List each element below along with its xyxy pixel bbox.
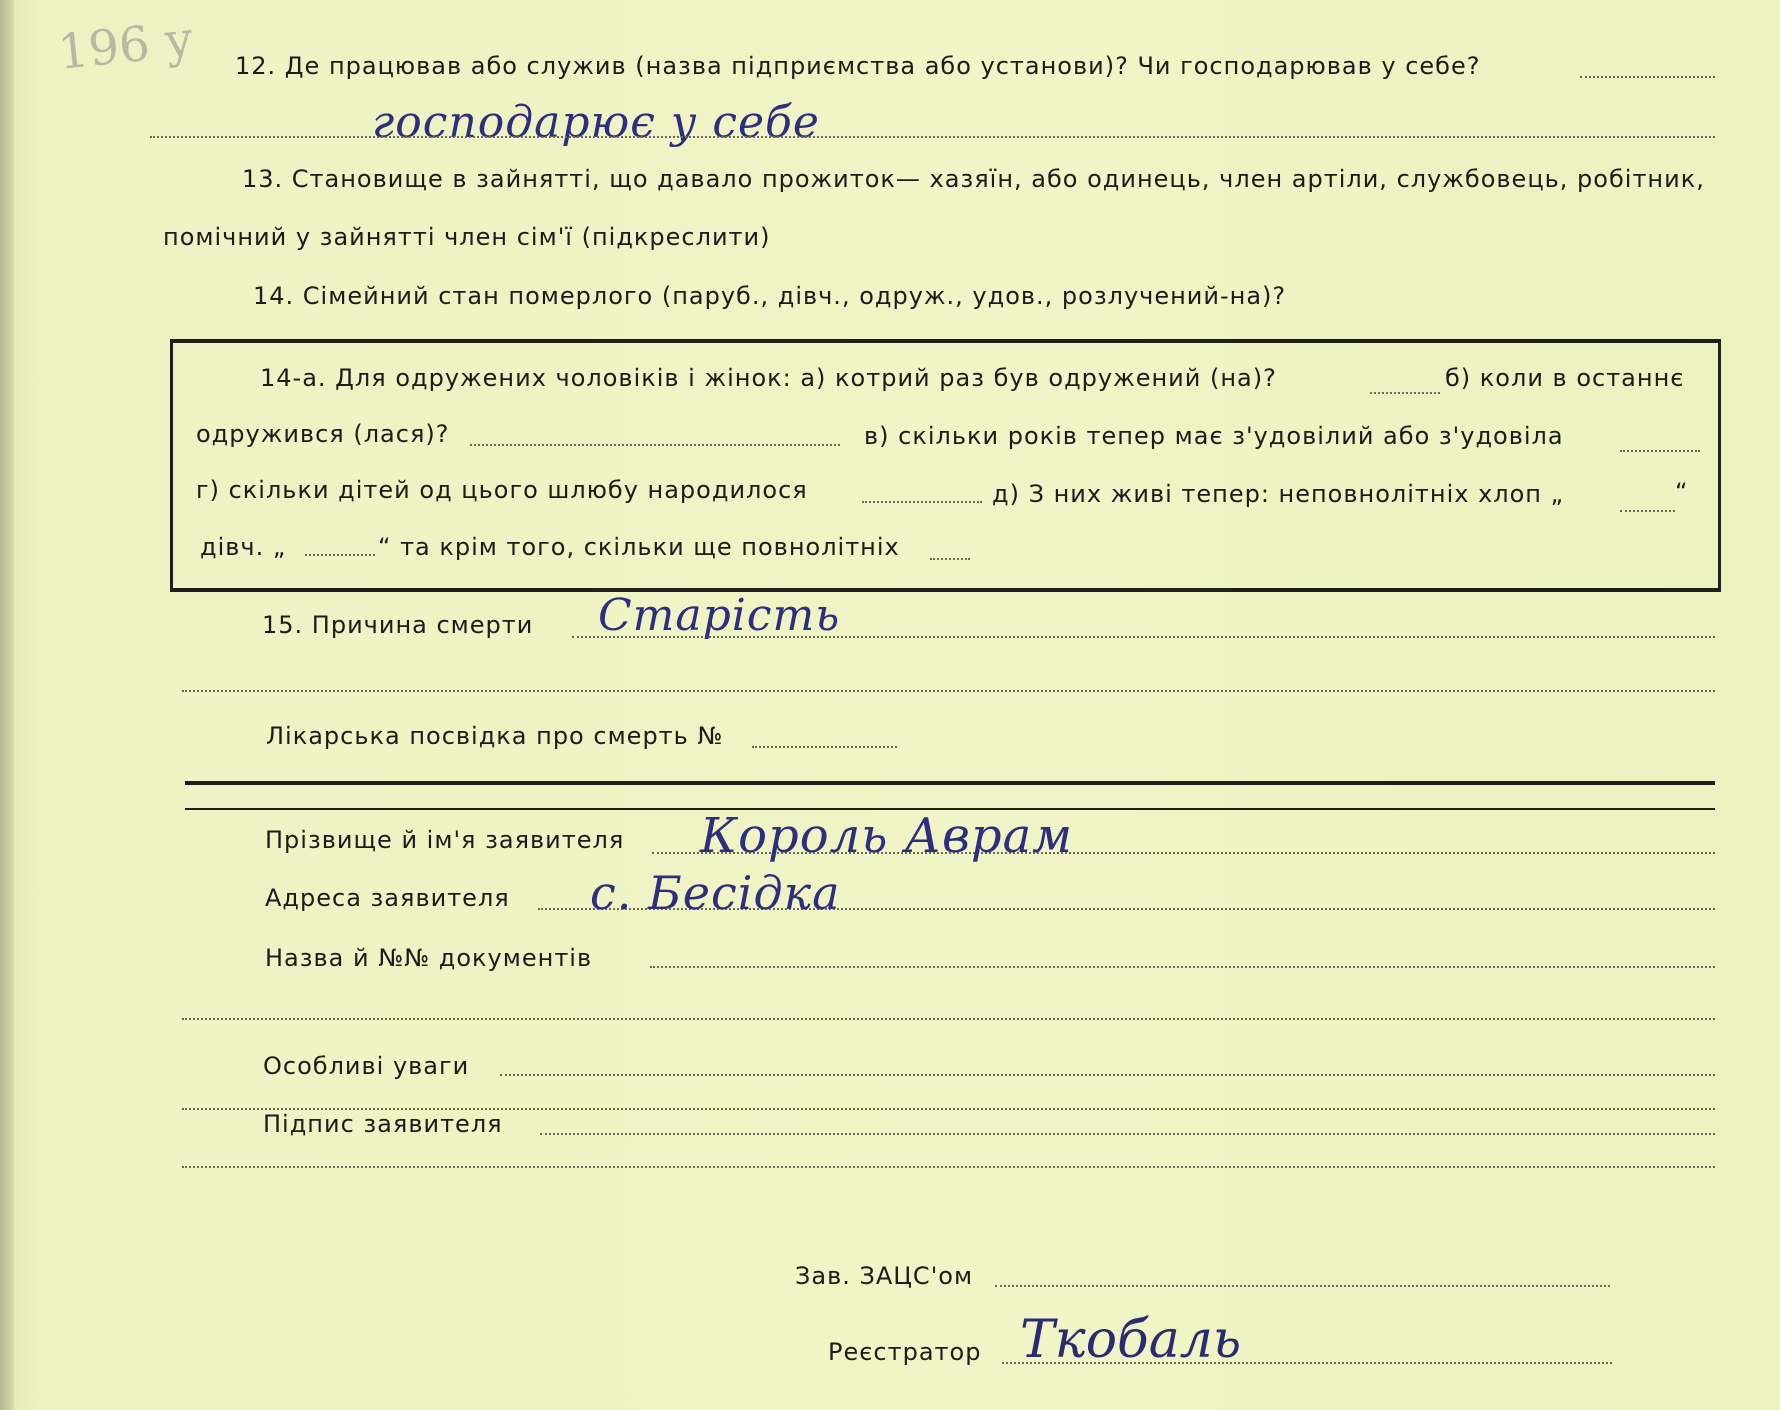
q14a-part-v: в) скільки років тепер має з'удовілий або з'удовіла [864,422,1564,450]
q13-line1: 13. Становище в зайнятті, що давало прожиток— хазяїн, або одинець, член артіли, службовець, робітник, [242,165,1705,193]
zags-head-line [995,1285,1610,1287]
q12-label: 12. Де працював або служив (назва підприємства або установи)? Чи господарював у себе? [235,52,1481,80]
q14a-adults-dotted [930,558,970,560]
page-binding-edge [0,0,14,1410]
q14a-part-b: б) коли в останнє [1445,364,1685,392]
signature-extra-line [182,1166,1715,1168]
q14a-b-continued: одружився (лася)? [196,420,450,448]
q15-handwritten-answer[interactable]: Старість [598,590,841,641]
q12-handwritten-answer[interactable]: господарює у себе [372,97,820,148]
q14a-d-close-quote: “ [1675,478,1689,506]
documents-extra-line [182,1018,1715,1020]
applicant-signature-line [540,1133,1715,1135]
applicant-name-label: Прізвище й ім'я заявителя [265,826,625,854]
documents-line [650,966,1715,968]
q15-label: 15. Причина смерти [262,611,534,639]
registrar-signature: Ткобаль [1020,1310,1242,1370]
q14a-girls: дівч. „ [200,533,287,561]
q12-dotted-line [1580,76,1715,78]
special-notes-label: Особливі уваги [263,1052,470,1080]
q14a-b-dotted [470,444,840,446]
medical-certificate-label: Лікарська посвідка про смерть № [266,722,724,750]
separator-thick [185,781,1715,785]
applicant-address-value[interactable]: с. Бесідка [590,866,841,920]
q14a-girls-rest: “ та крім того, скільки ще повнолітніх [378,533,900,561]
q14-label: 14. Сімейний стан померлого (паруб., дівч., одруж., удов., розлучений-на)? [253,282,1287,310]
q15-extra-line [182,690,1715,692]
applicant-signature-label: Підпис заявителя [263,1110,503,1138]
q14a-part-g: г) скільки дітей од цього шлюбу народилося [196,476,808,504]
q12-answer-line [150,136,1715,138]
registrar-label: Реєстратор [828,1338,982,1366]
q14a-g-dotted [862,501,982,503]
q14a-part-a: 14-а. Для одружених чоловіків і жінок: а) котрий раз був одружений (на)? [260,364,1277,392]
applicant-address-label: Адреса заявителя [265,884,510,912]
documents-label: Назва й №№ документів [265,944,593,972]
q14a-part-d: д) З них живі тепер: неповнолітніх хлоп „ [992,480,1565,508]
applicant-name-value[interactable]: Король Аврам [700,808,1074,864]
pencil-note: 196 у [55,11,196,81]
medical-certificate-dotted [752,746,897,748]
special-notes-line [500,1074,1715,1076]
q14a-v-dotted [1620,450,1700,452]
q13-line2: помічний у зайнятті член сім'ї (підкреслити) [163,223,771,251]
q14a-girls-dotted [305,554,375,556]
q14a-d-dotted [1620,510,1675,512]
zags-head-label: Зав. ЗАЦС'ом [795,1262,974,1290]
q14a-a-dotted [1370,392,1440,394]
